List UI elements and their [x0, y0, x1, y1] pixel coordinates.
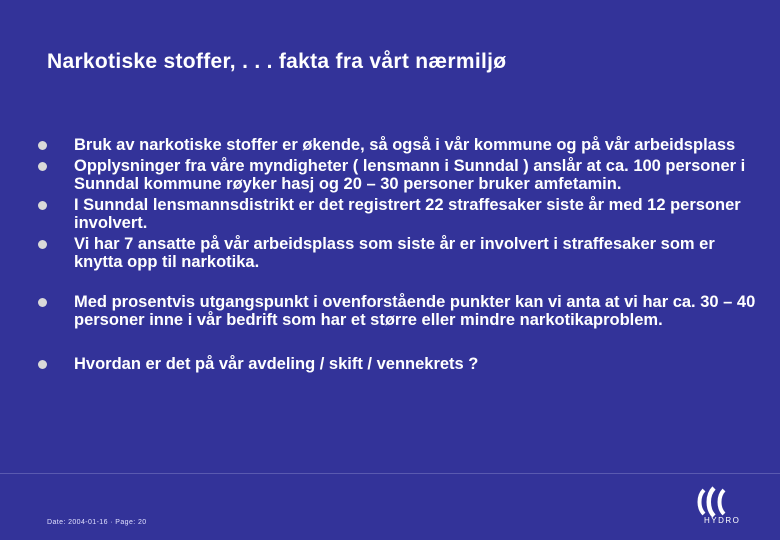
- bullet-item: [38, 355, 758, 373]
- bullet-text: Vi har 7 ansatte på vår arbeidsplass som siste år er involvert i straffesaker som er knytta opp til narkotika.: [74, 235, 715, 271]
- bullet-text: Opplysninger fra våre myndigheter ( lensmann i Sunndal ) anslår at ca. 100 personer i Sunndal kommune røyker hasj og 20 – 30 personer bruker amfetamin.: [74, 157, 746, 193]
- slide-title: Narkotiske stoffer, . . . fakta fra vårt nærmiljø: [47, 50, 507, 73]
- bullet-item: [38, 196, 758, 232]
- bullet-item: [38, 293, 758, 329]
- bullet-item: [38, 235, 758, 271]
- bullet-dot-icon: [38, 240, 47, 249]
- bullet-item: [38, 157, 758, 193]
- bullet-dot-icon: [38, 141, 47, 150]
- bullet-dot-icon: [38, 201, 47, 210]
- footer-divider: [0, 473, 780, 474]
- hydro-logo-icon: [690, 486, 741, 532]
- bullet-dot-icon: [38, 298, 47, 307]
- footer-date-page: Date: 2004-01-16 · Page: 20: [47, 519, 147, 526]
- logo-text: HYDRO: [704, 516, 741, 525]
- bullet-text: Hvordan er det på vår avdeling / skift / vennekrets ?: [74, 355, 479, 373]
- bullet-list: [38, 136, 758, 376]
- bullet-text: Bruk av narkotiske stoffer er økende, så også i vår kommune og på vår arbeidsplass: [74, 136, 736, 154]
- bullet-text: Med prosentvis utgangspunkt i ovenforstående punkter kan vi anta at vi har ca. 30 – 40 personer inne i vår bedrift som har et større eller mindre narkotikaproblem.: [74, 293, 756, 329]
- bullet-text: I Sunndal lensmannsdistrikt er det registrert 22 straffesaker siste år med 12 personer involvert.: [74, 196, 741, 232]
- bullet-item: [38, 136, 758, 154]
- bullet-dot-icon: [38, 162, 47, 171]
- bullet-dot-icon: [38, 360, 47, 369]
